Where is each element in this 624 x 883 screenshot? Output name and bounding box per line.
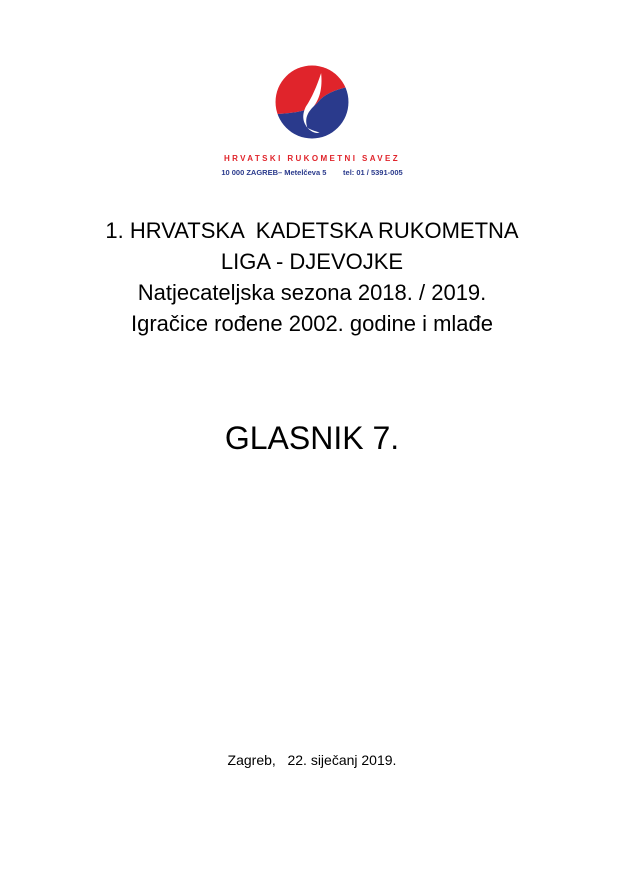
title-line: Igračice rođene 2002. godine i mlađe [130, 311, 494, 336]
place-and-date: Zagreb, 22. siječanj 2019. [227, 752, 397, 768]
title-line: LIGA - DJEVOJKE [220, 249, 404, 274]
title-line: Natjecateljska sezona 2018. / 2019. [137, 280, 487, 305]
organization-name: HRVATSKI RUKOMETNI SAVEZ [223, 154, 401, 163]
hrs-handball-logo-icon [274, 64, 350, 140]
bulletin-number: GLASNIK 7. [224, 420, 400, 456]
document-title [0, 215, 624, 339]
title-line: 1. HRVATSKA KADETSKA RUKOMETNA [105, 218, 519, 243]
organization-address: 10 000 ZAGREB– Metelčeva 5 tel: 01 / 5391-005 [221, 168, 403, 177]
